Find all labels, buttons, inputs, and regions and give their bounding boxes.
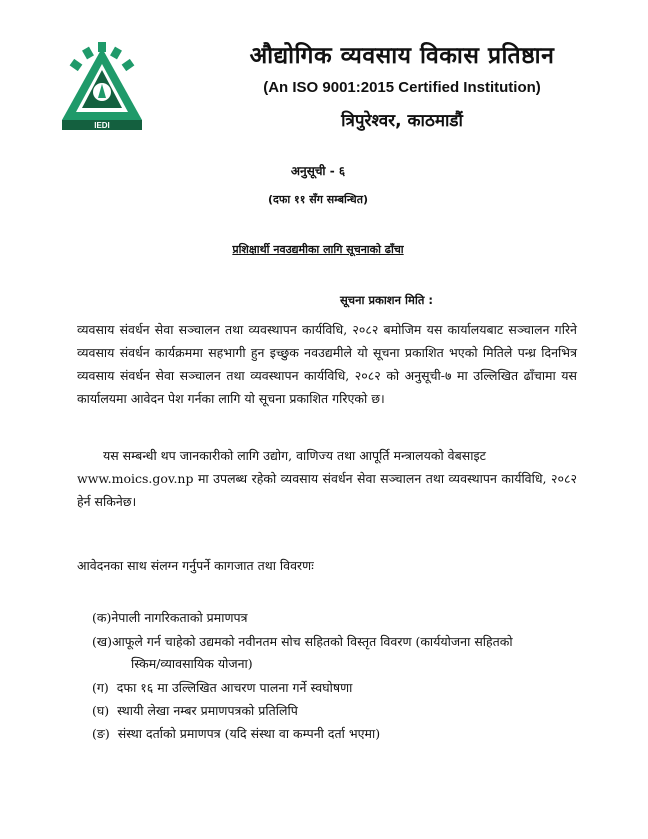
list-item-text: आफूले गर्न चाहेको उद्यमको नवीनतम सोच सहितको विस्तृत विवरण (कार्ययोजना सहितको: [111, 634, 513, 649]
list-item-text: दफा १६ मा उल्लिखित आचरण पालना गर्ने स्वघोषणा: [116, 680, 353, 695]
list-item-continuation: स्किम/व्यावसायिक योजना): [131, 656, 253, 671]
paragraph-intro: व्यवसाय संवर्धन सेवा सञ्चालन तथा व्यवस्थापन कार्यविधि, २०८२ बमोजिम यस कार्यालयबाट सञ्चालन गरिने व्यवसाय संवर्धन कार्यक्रममा सहभागी हुन इच्छुक नवउद्यमीले यो सूचना प्रकाशित भएको मितिले पन्ध्र दिनभित्र व्यवसाय संवर्धन सेवा सञ्चालन तथा व्यवस्थापन कार्यविधि, २०८२ को अनुसूची-७ मा उल्लिखित ढाँचामा यस कार्यालयमा आवेदन पेश गर्नका लागि यो सूचना प्रकाशित गरिएको छ।: [77, 322, 577, 406]
list-item-text: स्थायी लेखा नम्बर प्रमाणपत्रको प्रतिलिपि: [117, 703, 298, 718]
notice-title: प्रशिक्षार्थी नवउद्यमीका लागि सूचनाको ढाँचा: [232, 243, 404, 256]
paragraph-more-info-rest: www.moics.gov.np मा उपलब्ध रहेको व्यवसाय संवर्धन सेवा सञ्चालन तथा व्यवस्थापन कार्यविधि, २०८२ हेर्न सकिनेछ।: [77, 471, 577, 509]
list-item-number: (ङ): [92, 726, 110, 741]
paragraph-more-info: [77, 444, 577, 513]
list-item: [92, 724, 592, 744]
list-item: [92, 631, 592, 675]
section-reference: (दफा ११ सँग सम्बन्धित): [267, 193, 368, 206]
list-item-number: (ग): [92, 680, 109, 695]
iso-certification: (An ISO 9001:2015 Certified Institution): [263, 79, 541, 96]
documents-list: [92, 608, 592, 747]
gear-triangle-logo-icon: [58, 40, 146, 130]
publication-date-label: सूचना प्रकाशन मिति :: [340, 293, 433, 307]
office-location: त्रिपुरेश्वर, काठमाडौं: [341, 111, 463, 131]
list-item-number: (ख): [92, 634, 112, 649]
list-item-number: (क): [92, 610, 112, 625]
list-item-text: संस्था दर्ताको प्रमाणपत्र (यदि संस्था वा कम्पनी दर्ता भएमा): [117, 726, 381, 741]
list-item: [92, 678, 592, 698]
logo-text: IEDI: [94, 121, 110, 130]
list-item: [92, 701, 592, 721]
list-item-text: नेपाली नागरिकताको प्रमाणपत्र: [111, 610, 248, 625]
iedi-logo: [58, 40, 146, 130]
documents-heading: आवेदनका साथ संलग्न गर्नुपर्ने कागजात तथा विवरणः: [77, 558, 314, 573]
list-item: [92, 608, 592, 628]
list-item-number: (घ): [92, 703, 110, 718]
paragraph-more-info-line1: यस सम्बन्धी थप जानकारीको लागि उद्योग, वाणिज्य तथा आपूर्ति मन्त्रालयको वेबसाइट: [103, 448, 486, 463]
organization-name: औद्योगिक व्यवसाय विकास प्रतिष्ठान: [249, 43, 555, 69]
schedule-number: अनुसूची - ६: [290, 164, 346, 178]
